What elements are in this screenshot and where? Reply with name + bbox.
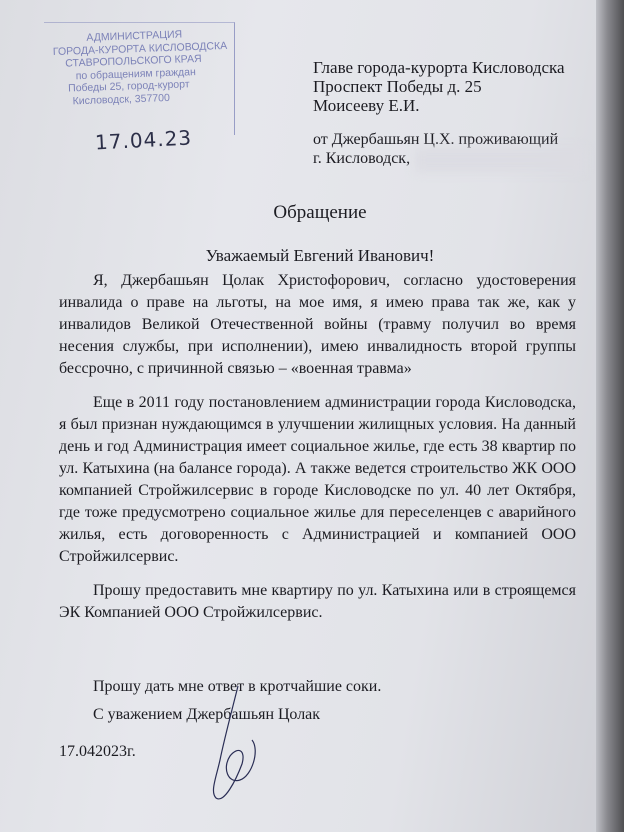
addressee-line: Моисееву Е.И.: [313, 96, 420, 115]
stamp-line: по обращениям граждан: [75, 65, 197, 82]
request-answer: Прошу дать мне ответ в кротчайшие соки.: [93, 678, 382, 695]
paragraph: Еще в 2011 году постановлением администрации города Кисловодска, я был признан нуждающимся в улучшении жилищных условия. На данный день и год Администрация имеет социальное жилье, где есть 38 квартир по ул. Катыхина (на балансе города). А также ведется строительство ЖК ООО компанией Стройжилсервис в городе Кисловодске по ул. 40 лет Октября, где тоже предусмотрено социальное жилье для переселенцев с аварийного жилья, есть договоренность с Администрацией и компанией ООО Стройжилсервис.: [59, 394, 576, 565]
sender-line: от Джербашьян Ц.Х. проживающий: [313, 131, 559, 148]
addressee-line: Проспект Победы д. 25: [313, 77, 482, 96]
letter-date: 17.042023г.: [59, 743, 136, 760]
stamp-line: АДМИНИСТРАЦИЯ: [86, 28, 183, 44]
handwritten-signature: [180, 680, 310, 810]
letter-body: [59, 270, 576, 624]
sender-line: г. Кисловодск,: [313, 150, 411, 167]
document-title: Обращение: [273, 202, 367, 223]
closing-line: С уважением Джербашьян Цолак: [93, 706, 321, 723]
salutation: Уважаемый Евгений Иванович!: [205, 246, 435, 265]
administration-stamp: [50, 27, 230, 137]
addressee-line: Главе города-курорта Кисловодска: [313, 58, 565, 77]
stamp-line: Кисловодск, 357700: [72, 91, 171, 107]
paper-edge-background: [596, 0, 624, 832]
stamp-line: Победы 25, город-курорт: [67, 78, 190, 95]
stamp-date: 17.04.23: [94, 125, 193, 155]
redacted-address: [415, 148, 585, 172]
stamp-line: ГОРОДА-КУРОРТА КИСЛОВОДСКА: [52, 39, 228, 58]
stamp-line: СТАВРОПОЛЬСКОГО КРАЯ: [65, 52, 202, 70]
paragraph: Прошу предоставить мне квартиру по ул. Катыхина или в строящемся ЭК Компанией ООО Стройжилсервис.: [59, 582, 576, 621]
paragraph: Я, Джербашьян Цолак Христофорович, согласно удостоверения инвалида о праве на льготы, на мое имя, я имею права так же, как у инвалидов Великой Отечественной войны (травму получил во время несения службы, при исполнении), имею инвалидность второй группы бессрочно, с причинной связью – «военная травма»: [59, 272, 576, 377]
addressee-block: [313, 58, 565, 115]
